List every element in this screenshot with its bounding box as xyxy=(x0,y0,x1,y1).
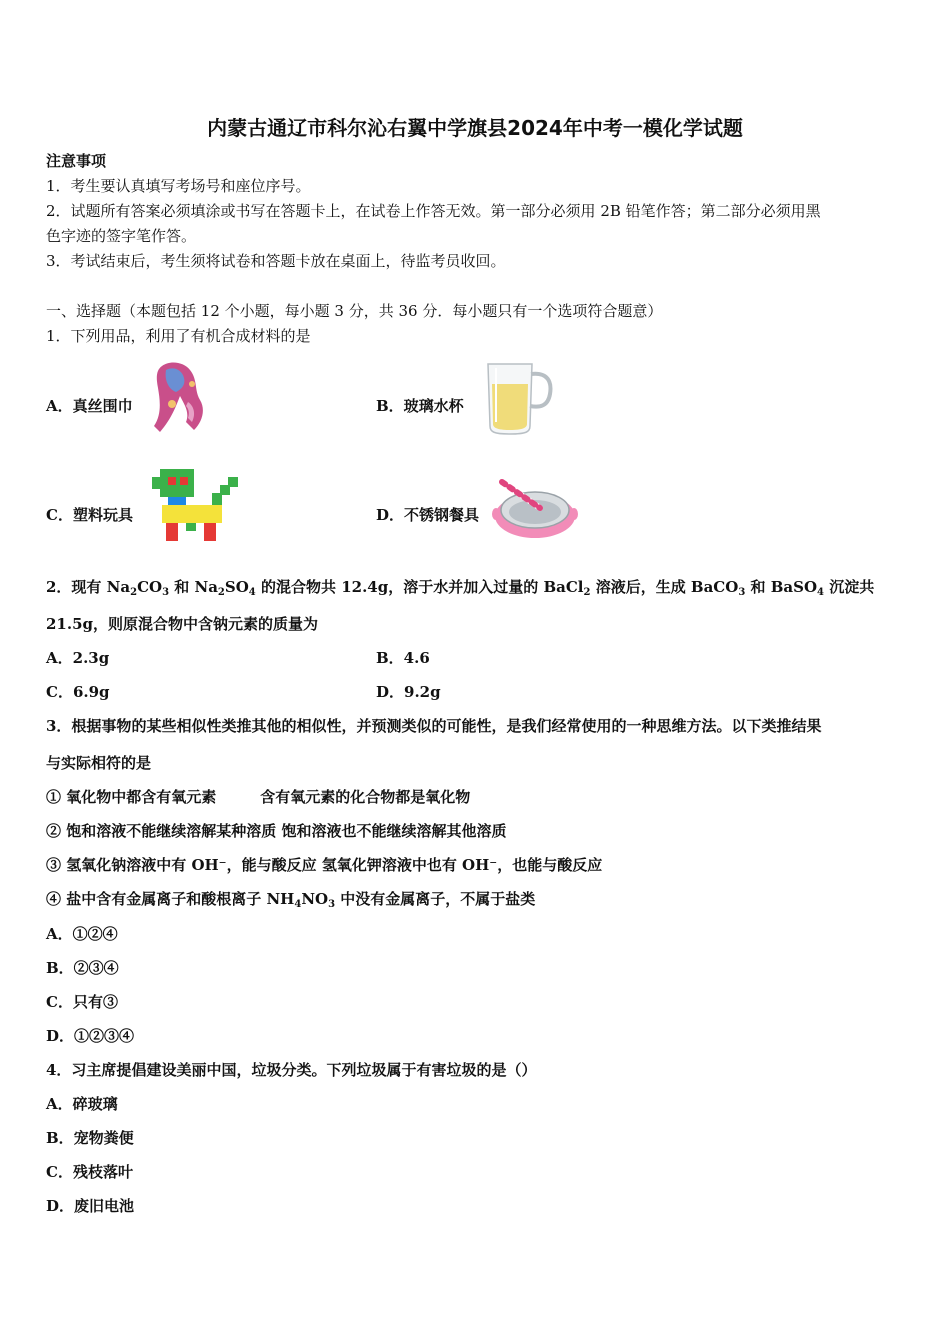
q4-option-a: A．碎玻璃 xyxy=(46,1095,118,1113)
question-2-stem-line2: 21.5g，则原混合物中含钠元素的质量为 xyxy=(46,615,319,633)
page-title: 内蒙古通辽市科尔沁右翼中学旗县2024年中考一模化学试题 xyxy=(207,116,743,140)
q1-option-c: C．塑料玩具 xyxy=(46,506,133,524)
q3-option-b: B．②③④ xyxy=(46,959,119,977)
q2-option-c: C．6.9g xyxy=(46,683,110,701)
q3-statement-4: ④ 盐中含有金属离子和酸根离子 $NH_4NO_3$ 中没有金属离子，不属于盐类 xyxy=(46,890,536,910)
plastic-toy-image xyxy=(142,465,244,543)
q1-option-b: B．玻璃水杯 xyxy=(376,397,464,415)
q3-statement-2: ② 饱和溶液不能继续溶解某种溶质 饱和溶液也不能继续溶解其他溶质 xyxy=(46,822,507,840)
q1-option-a: A．真丝围巾 xyxy=(46,397,133,415)
question-4-stem: 4．习主席提倡建设美丽中国，垃圾分类。下列垃圾属于有害垃圾的是（） xyxy=(46,1061,537,1079)
q3-statement-3: ③ 氢氧化钠溶液中有 OH⁻，能与酸反应 氢氧化钾溶液中也有 OH⁻，也能与酸反应 xyxy=(46,856,603,874)
question-3-stem: 3．根据事物的某些相似性类推其他的相似性，并预测类似的可能性，是我们经常使用的一种思维方法。以下类推结果 xyxy=(46,717,822,735)
q3-statement-1: ① 氧化物中都含有氧元素 含有氧元素的化合物都是氧化物 xyxy=(46,788,471,806)
notice-heading: 注意事项 xyxy=(46,152,107,170)
q4-option-c: C．残枝落叶 xyxy=(46,1163,133,1181)
steel-bowl-image xyxy=(492,478,578,542)
question-3-stem-line2: 与实际相符的是 xyxy=(46,754,152,772)
q4-option-b: B．宠物粪便 xyxy=(46,1129,134,1147)
q2-option-b: B．4.6 xyxy=(376,649,430,667)
section-heading: 一、选择题（本题包括 12 个小题，每小题 3 分，共 36 分．每小题只有一个选项符合题意） xyxy=(46,302,663,320)
q3-option-d: D．①②③④ xyxy=(46,1027,135,1045)
q3-option-a: A．①②④ xyxy=(46,925,118,943)
notice-item: 色字迹的签字笔作答。 xyxy=(46,227,197,245)
q2-option-d: D．9.2g xyxy=(376,683,441,701)
glass-cup-image xyxy=(482,360,556,436)
q3-option-c: C．只有③ xyxy=(46,993,118,1011)
notice-item: 2．试题所有答案必须填涂或书写在答题卡上，在试卷上作答无效。第一部分必须用 2B 铅笔作答；第二部分必须用黑 xyxy=(46,202,821,220)
notice-item: 1．考生要认真填写考场号和座位序号。 xyxy=(46,177,311,195)
notice-item: 3．考试结束后，考生须将试卷和答题卡放在桌面上，待监考员收回。 xyxy=(46,252,506,270)
q2-option-a: A．2.3g xyxy=(46,649,110,667)
question-1-stem: 1．下列用品，利用了有机合成材料的是 xyxy=(46,327,311,345)
silk-scarf-image xyxy=(150,360,210,436)
q1-option-d: D．不锈钢餐具 xyxy=(376,506,480,524)
question-2-stem: 2．现有 $Na_2CO_3$ 和 $Na_2SO_4$ 的混合物共 12.4g，溶于水并加入过量的 BaCl$_2$ 溶液后，生成 BaCO$_3$ 和 BaSO$_4$ 沉淀共 xyxy=(46,578,875,598)
q4-option-d: D．废旧电池 xyxy=(46,1197,135,1215)
